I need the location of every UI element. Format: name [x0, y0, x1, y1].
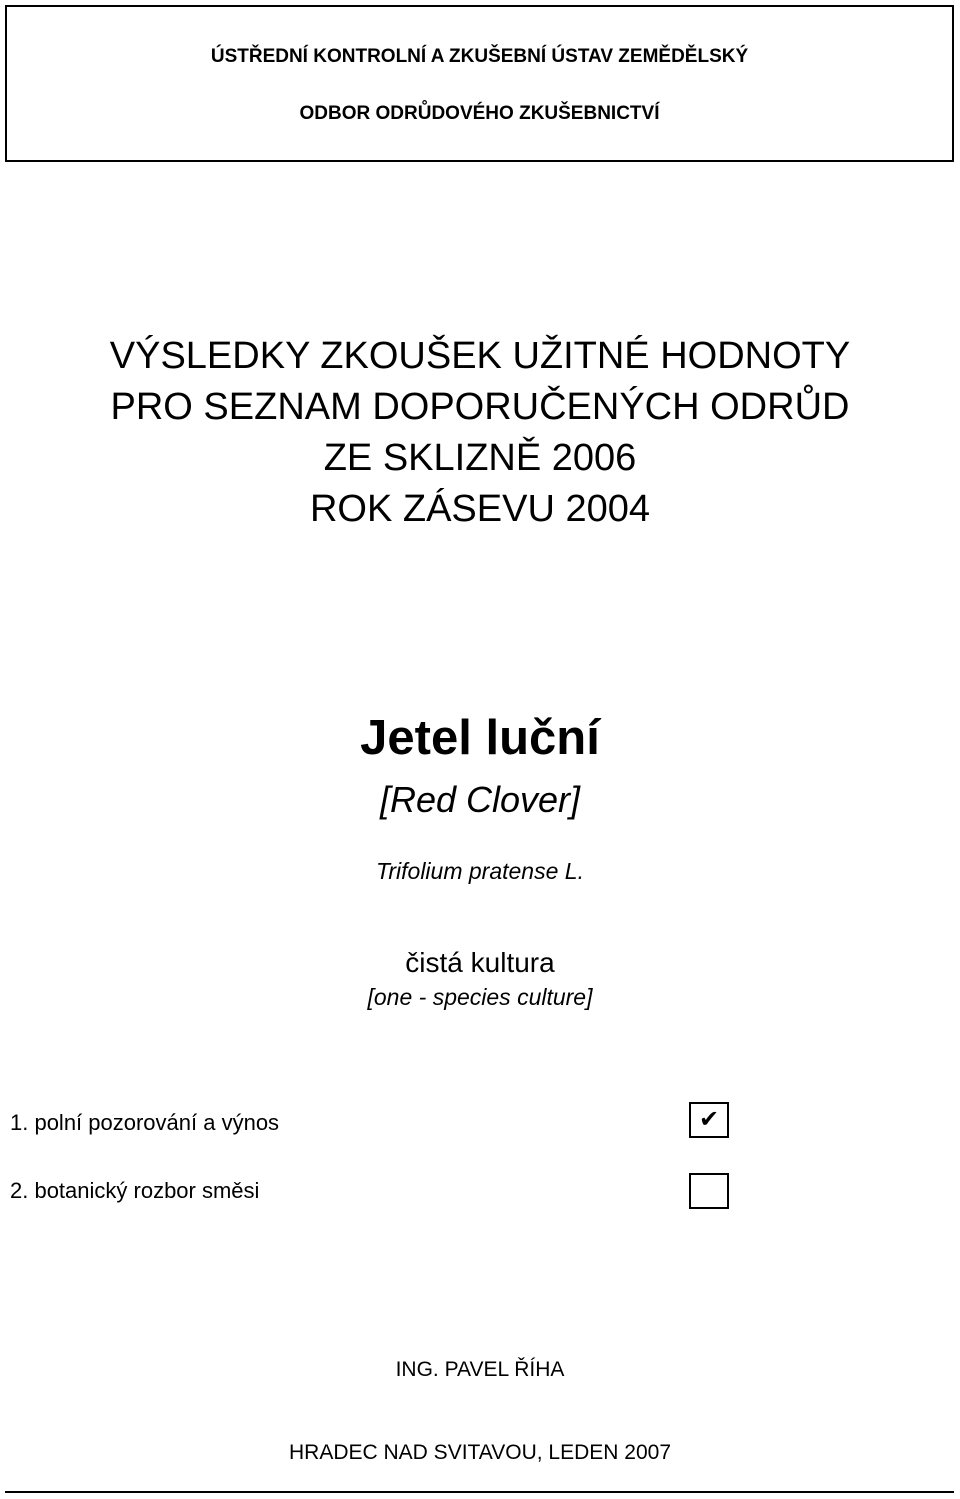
- crop-name: Jetel luční: [360, 711, 600, 765]
- checkmark-icon: ✔: [698, 1105, 720, 1133]
- option-field-observation-checkbox[interactable]: [689, 1102, 729, 1138]
- option-botanical-analysis-label: 2. botanický rozbor směsi: [10, 1178, 260, 1203]
- title-line: VÝSLEDKY ZKOUŠEK UŽITNÉ HODNOTY: [109, 335, 851, 377]
- bottom-divider: [5, 1491, 954, 1493]
- header-box: [5, 5, 954, 162]
- crop-latin-name: Trifolium pratense L.: [376, 858, 584, 884]
- department-name: ODBOR ODRŮDOVÉHO ZKUŠEBNICTVÍ: [299, 103, 660, 124]
- culture-type: čistá kultura: [405, 947, 555, 978]
- option-botanical-analysis-checkbox[interactable]: [689, 1173, 729, 1209]
- title-line: ZE SKLIZNĚ 2006: [323, 437, 637, 479]
- place-and-date: HRADEC NAD SVITAVOU, LEDEN 2007: [289, 1441, 671, 1464]
- option-field-observation-label: 1. polní pozorování a výnos: [10, 1110, 280, 1135]
- institution-name: ÚSTŘEDNÍ KONTROLNÍ A ZKUŠEBNÍ ÚSTAV ZEMĚDĚLSKÝ: [210, 46, 749, 67]
- author-name: ING. PAVEL ŘÍHA: [395, 1358, 565, 1381]
- title-line: ROK ZÁSEVU 2004: [309, 488, 651, 530]
- title-line: PRO SEZNAM DOPORUČENÝCH ODRŮD: [110, 386, 850, 428]
- culture-type-english: [one - species culture]: [367, 984, 593, 1010]
- crop-english-name: [Red Clover]: [379, 779, 581, 820]
- report-title: [0, 331, 960, 535]
